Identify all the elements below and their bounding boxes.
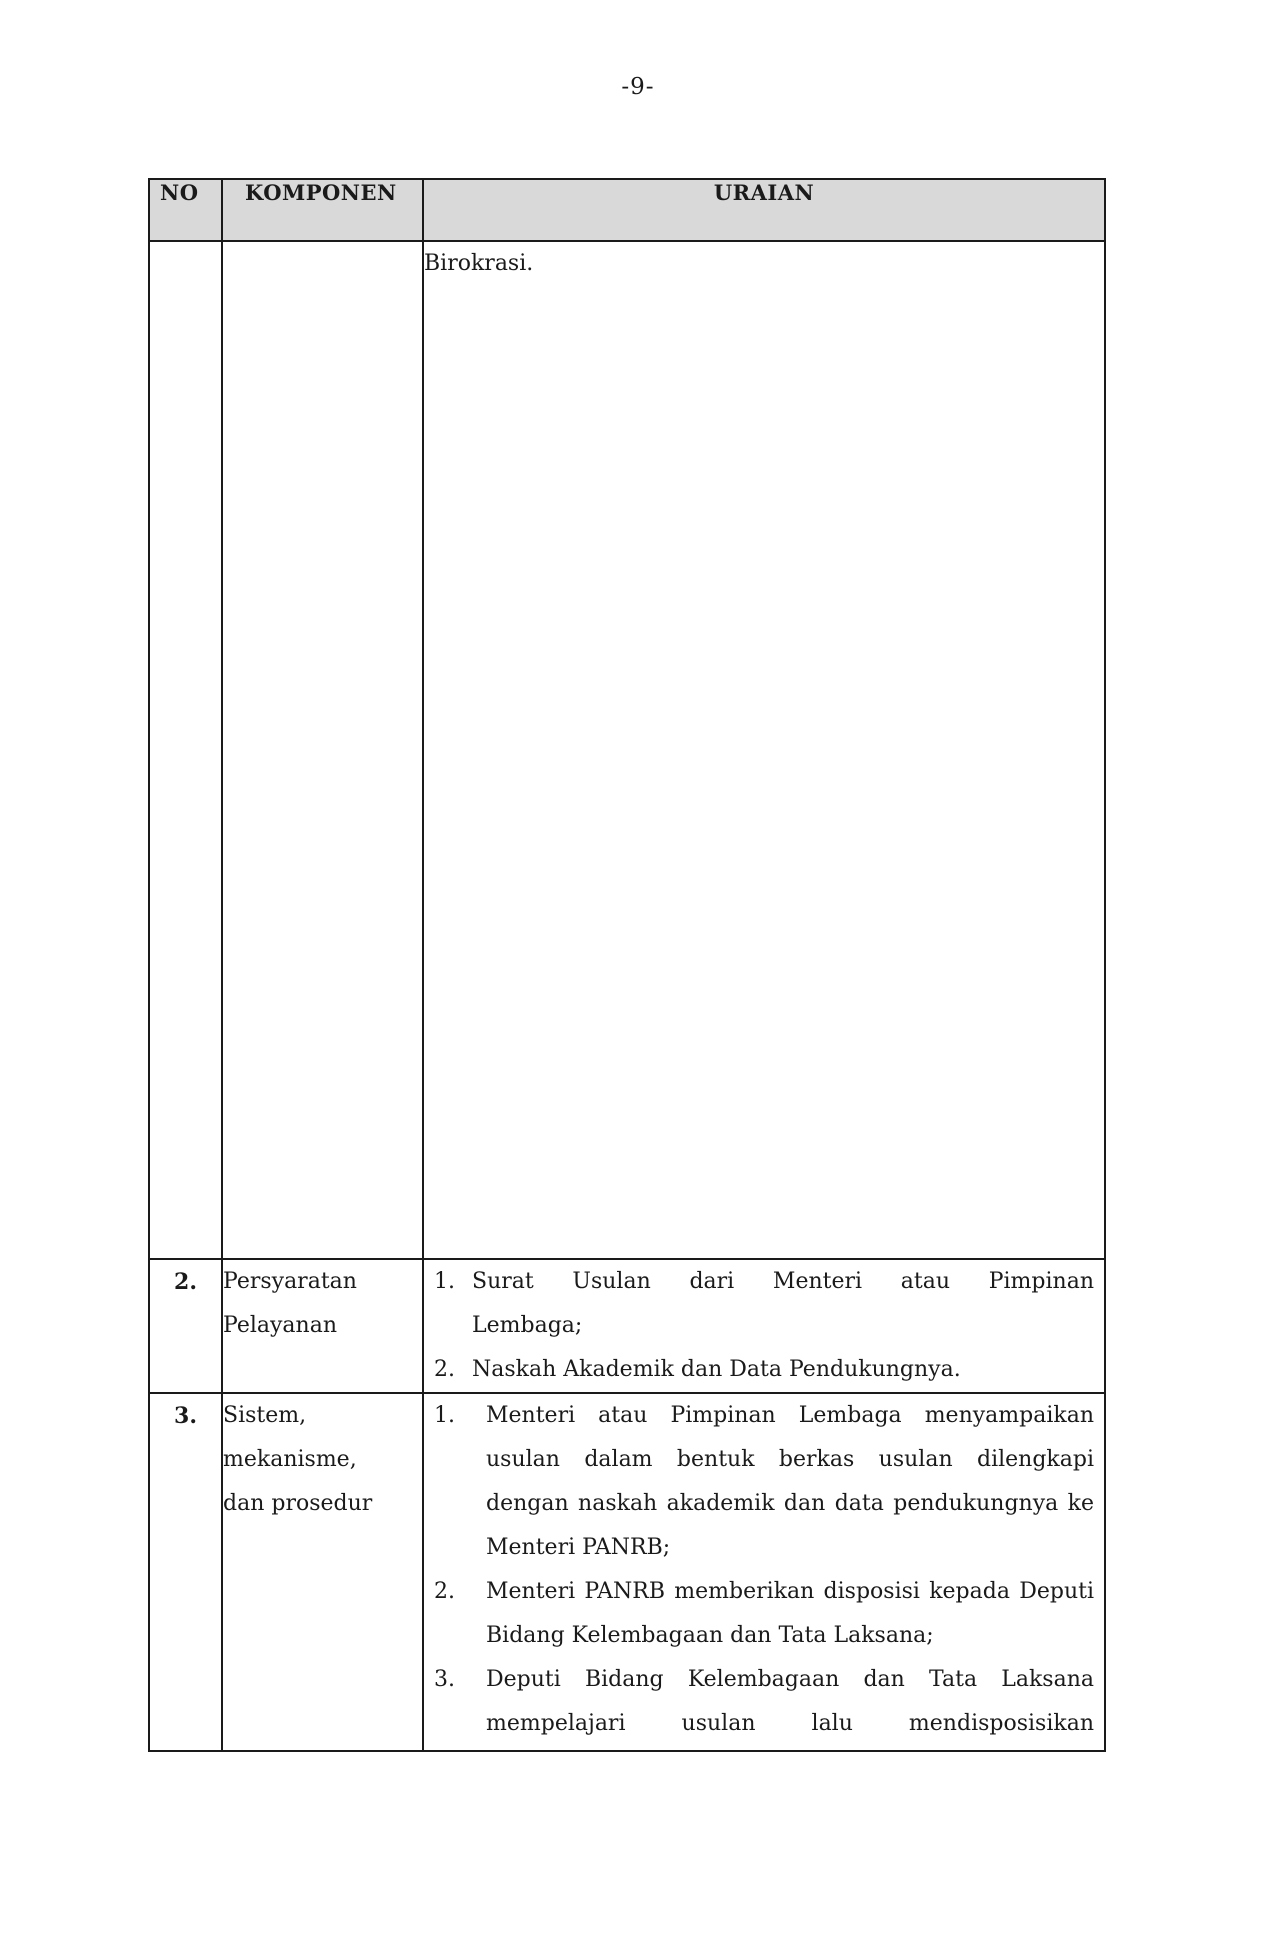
header-uraian: URAIAN	[423, 179, 1105, 241]
table-header-row	[149, 179, 1105, 241]
requirements-list	[424, 1260, 1104, 1392]
row-no-cell	[149, 241, 222, 1259]
row-uraian-cell	[423, 1393, 1105, 1751]
header-komponen: KOMPONEN	[222, 179, 423, 241]
table-row	[149, 1259, 1105, 1393]
list-item: 2. Naskah Akademik dan Data Pendukungnya.	[434, 1357, 961, 1382]
header-no: NO	[149, 179, 222, 241]
list-item: 1. Surat Usulan dari Menteri atau Pimpinan Lembaga;	[434, 1269, 1094, 1338]
uraian-continuation: Birokrasi.	[423, 241, 1105, 1259]
list-item: 2. Menteri PANRB memberikan disposisi kepada Deputi Bidang Kelembagaan dan Tata Laksana;	[434, 1579, 1094, 1648]
row-no-cell: 3.	[149, 1393, 222, 1751]
row-komponen-cell	[222, 241, 423, 1259]
procedure-list	[424, 1394, 1104, 1746]
row-komponen-cell: Sistem, mekanisme, dan prosedur	[222, 1393, 423, 1751]
table-row	[149, 241, 1105, 1259]
row-uraian-cell	[423, 1259, 1105, 1393]
table-row	[149, 1393, 1105, 1751]
list-item: 3. Deputi Bidang Kelembagaan dan Tata Laksana mempelajari usulan lalu mendisposisikan	[434, 1667, 1094, 1736]
row-komponen-cell: Persyaratan Pelayanan	[222, 1259, 423, 1393]
page-number: -9-	[621, 74, 655, 100]
list-item: 1. Menteri atau Pimpinan Lembaga menyampaikan usulan dalam bentuk berkas usulan dilengkapi dengan naskah akademik dan data pendukungnya ke Menteri PANRB;	[434, 1403, 1094, 1560]
service-standard-table	[148, 178, 1106, 1752]
row-no-cell: 2.	[149, 1259, 222, 1393]
